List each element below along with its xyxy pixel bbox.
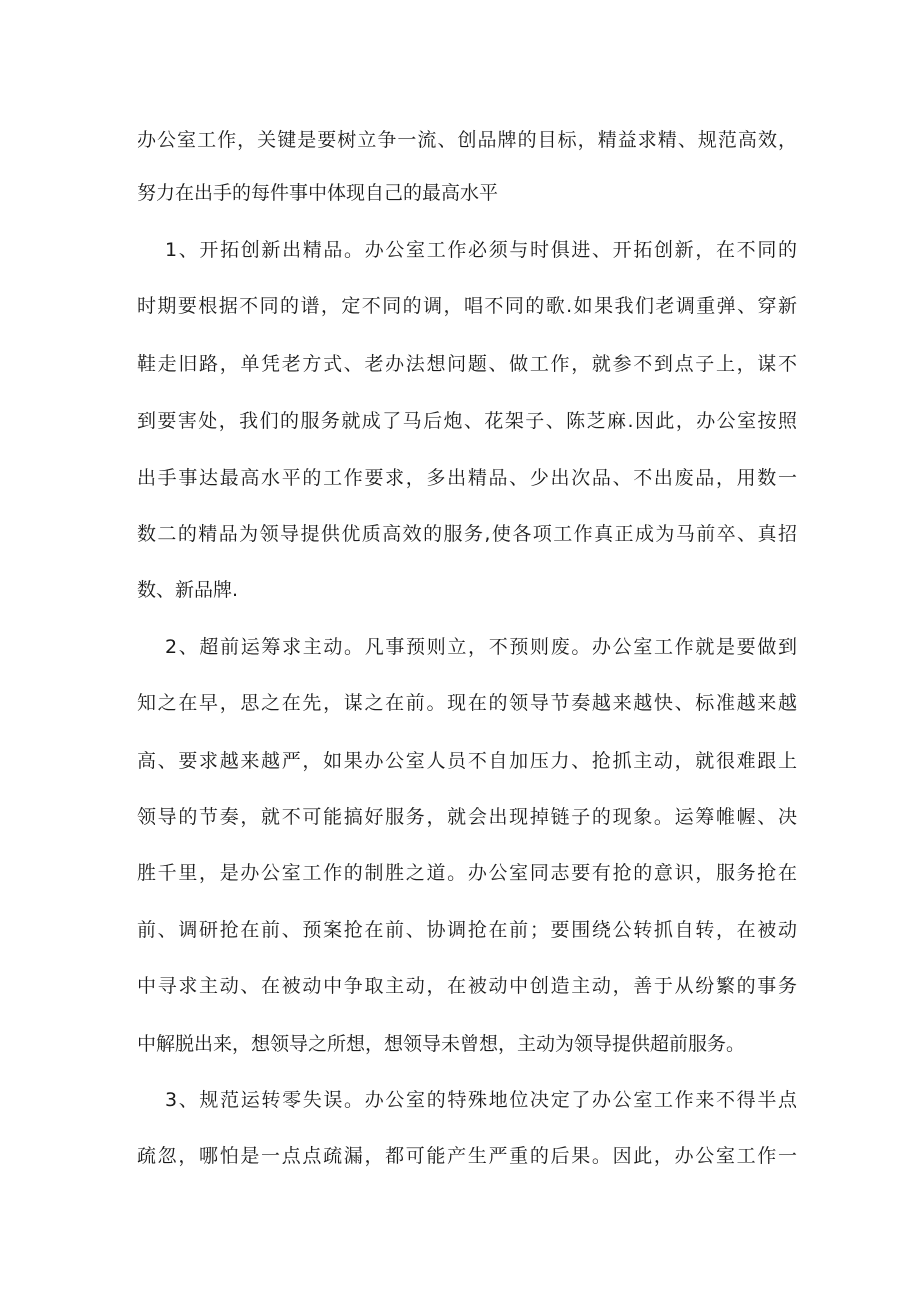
section2-line-5: 胜千里，是办公室工作的制胜之道。办公室同志要有抢的意识，服务抢在 <box>137 862 797 884</box>
section1-line-6: 数二的精品为领导提供优质高效的服务,使各项工作真正成为马前卒、真招 <box>137 523 797 545</box>
section2-line-3: 高、要求越来越严，如果办公室人员不自加压力、抢抓主动，就很难跟上 <box>137 750 797 772</box>
section1-line-3: 鞋走旧路，单凭老方式、老办法想问题、做工作，就参不到点子上，谋不 <box>137 353 797 375</box>
section3-line-2: 疏忽，哪怕是一点点疏漏，都可能产生严重的后果。因此，办公室工作一 <box>137 1145 797 1167</box>
section2-line-4: 领导的节奏，就不可能搞好服务，就会出现掉链子的现象。运筹帷幄、决 <box>137 806 797 828</box>
section2-line-1: 2、超前运筹求主动。凡事预则立，不预则废。办公室工作就是要做到 <box>165 636 797 658</box>
section2-line-6: 前、调研抢在前、预案抢在前、协调抢在前；要围绕公转抓自转，在被动 <box>137 919 797 941</box>
section3-line-1: 3、规范运转零失误。办公室的特殊地位决定了办公室工作来不得半点 <box>165 1089 797 1111</box>
intro-line-2: 努力在出手的每件事中体现自己的最高水平 <box>137 182 499 204</box>
section2-line-2: 知之在早，思之在先，谋之在前。现在的领导节奏越来越快、标准越来越 <box>137 692 797 714</box>
section2-line-7: 中寻求主动、在被动中争取主动，在被动中创造主动，善于从纷繁的事务 <box>137 975 797 997</box>
section1-line-1: 1、开拓创新出精品。办公室工作必须与时俱进、开拓创新，在不同的 <box>165 239 797 261</box>
section1-line-4: 到要害处，我们的服务就成了马后炮、花架子、陈芝麻.因此，办公室按照 <box>137 410 797 432</box>
section1-line-7: 数、新品牌. <box>137 579 239 601</box>
section2-line-8: 中解脱出来，想领导之所想，想领导未曾想，主动为领导提供超前服务。 <box>137 1033 746 1055</box>
section1-line-5: 出手事达最高水平的工作要求，多出精品、少出次品、不出废品，用数一 <box>137 467 797 489</box>
intro-line-1: 办公室工作，关键是要树立争一流、创品牌的目标，精益求精、规范高效， <box>137 129 797 151</box>
section1-line-2: 时期要根据不同的谱，定不同的调，唱不同的歌.如果我们老调重弹、穿新 <box>137 295 797 317</box>
